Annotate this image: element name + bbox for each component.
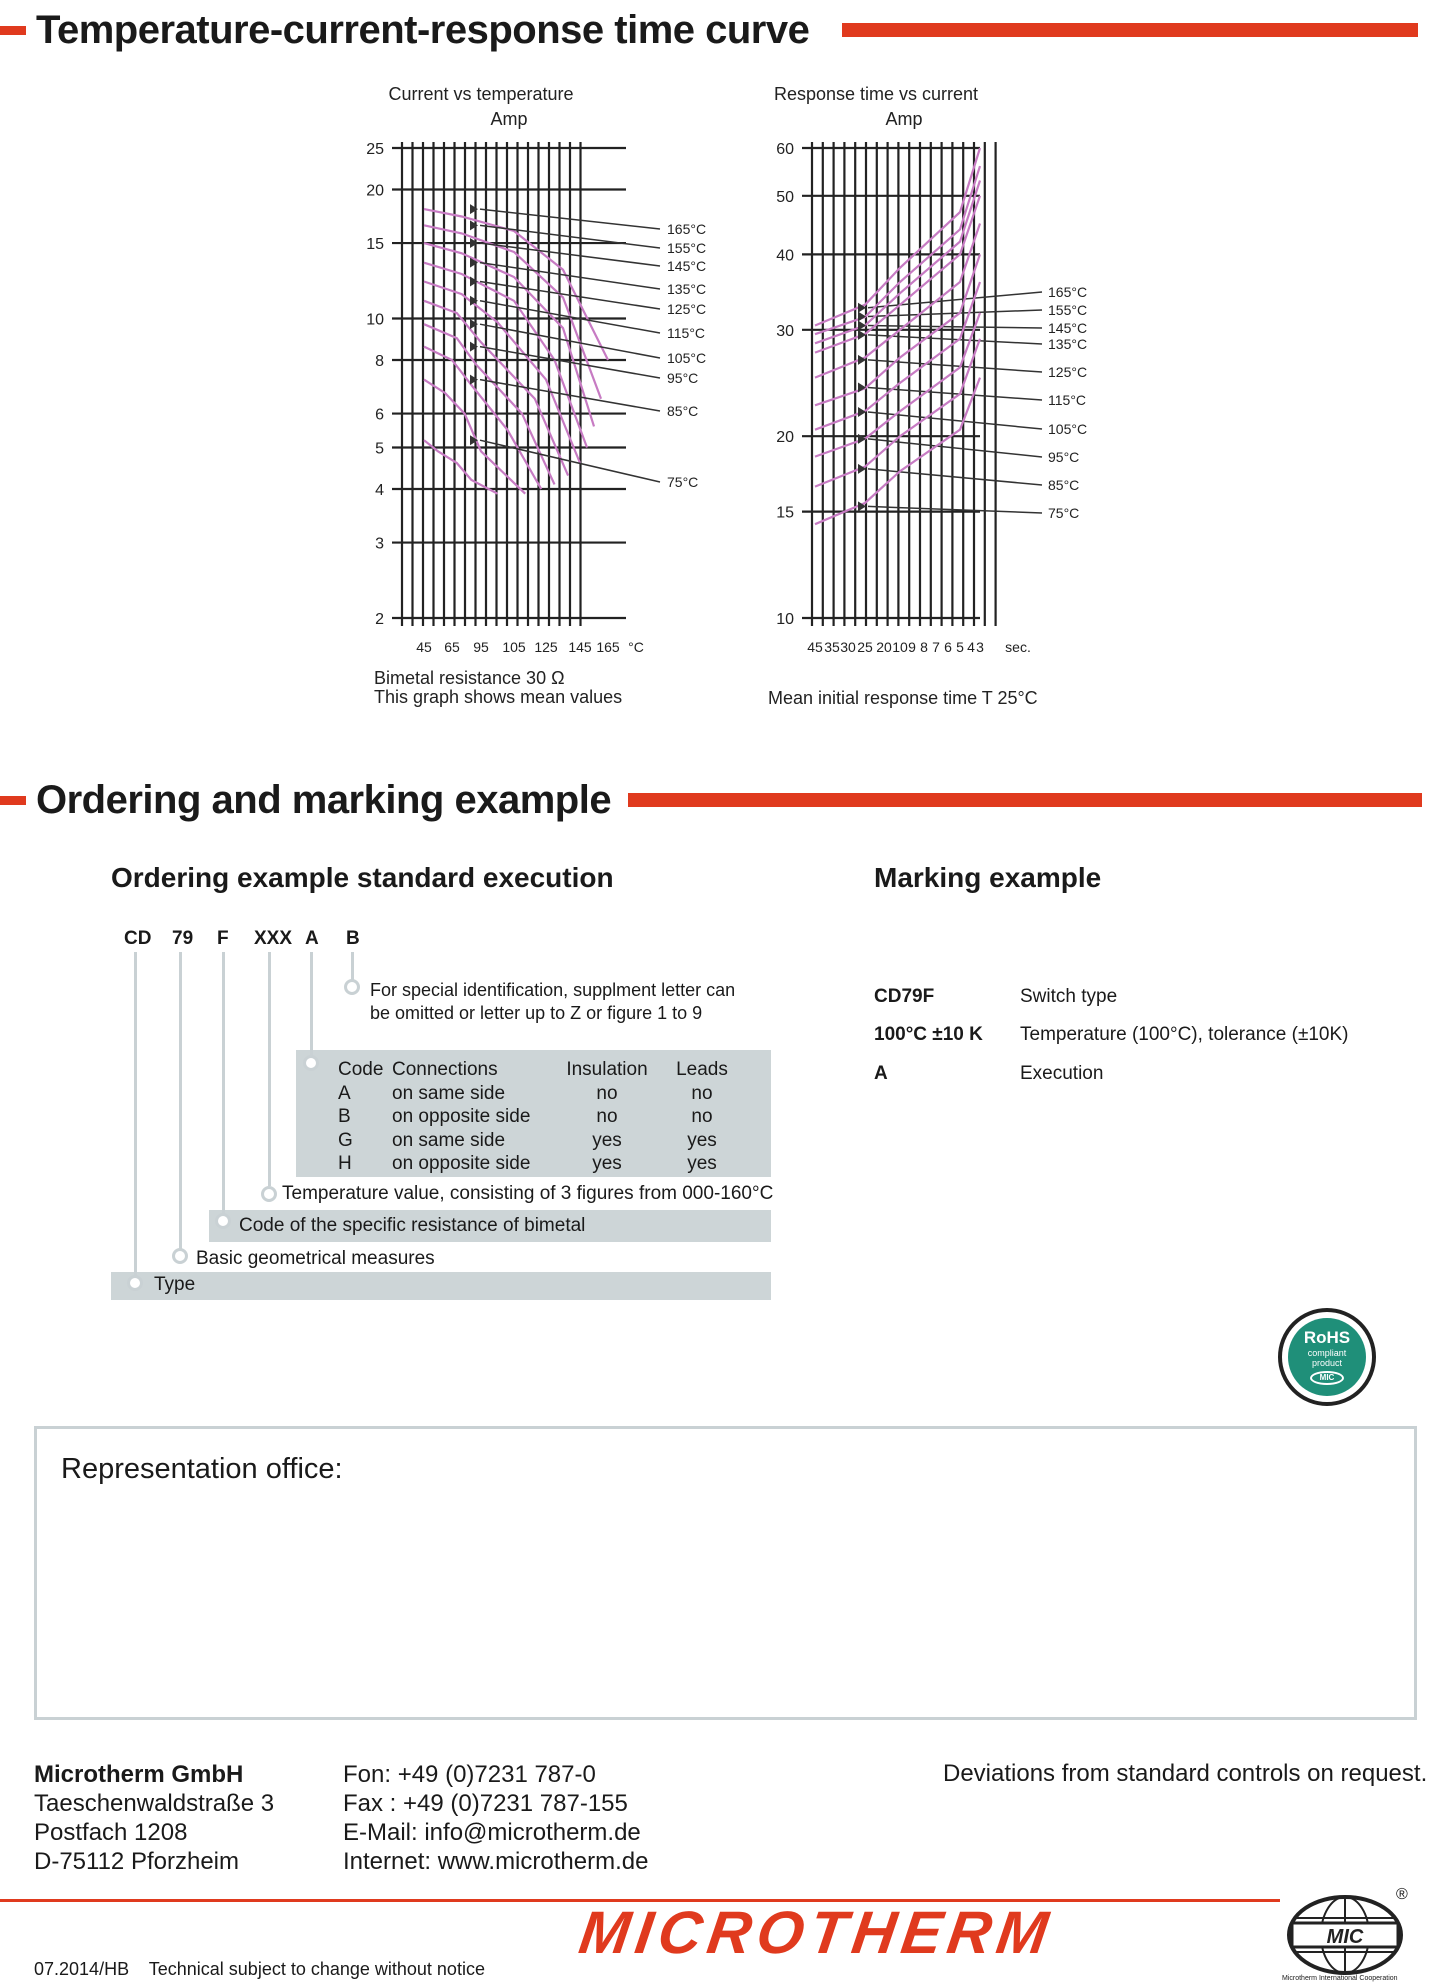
- marking-row: [874, 1024, 1349, 1046]
- x-tick-label: 3: [976, 639, 984, 655]
- table-cell: no: [596, 1106, 618, 1127]
- marking-value: Switch type: [1020, 986, 1118, 1007]
- x-tick-label: 125: [534, 639, 558, 655]
- marking-row: [874, 986, 1117, 1008]
- y-tick-label: 5: [375, 440, 384, 458]
- curve-marker: [470, 375, 478, 385]
- table-cell: on same side: [392, 1129, 506, 1151]
- y-tick-label: 10: [366, 311, 384, 329]
- revision-note: 07.2014/HB Technical subject to change without notice: [34, 1959, 485, 1979]
- microtherm-logo: MICROTHERM: [575, 1899, 1059, 1966]
- marking-key: A: [874, 1063, 888, 1084]
- tree-line-cd: [134, 952, 137, 1276]
- table-row: [338, 1105, 742, 1129]
- mic-logo-text: MIC: [1326, 1926, 1364, 1948]
- address-line: D-75112 Pforzheim: [34, 1848, 239, 1875]
- mic-subtitle: Microtherm International Cooperation: [1282, 1975, 1398, 1982]
- curve-marker: [470, 204, 478, 214]
- code-letter-b: B: [346, 928, 360, 949]
- table-header-connections: Connections: [392, 1059, 498, 1080]
- representation-office-label: Representation office:: [61, 1453, 343, 1485]
- table-header-insulation: Insulation: [566, 1059, 648, 1080]
- table-cell: yes: [687, 1153, 717, 1174]
- tree-line-xxx: [268, 952, 271, 1186]
- table-cell: on opposite side: [392, 1106, 531, 1127]
- y-tick-label: 8: [375, 353, 384, 371]
- x-tick-label: 65: [444, 639, 460, 655]
- marking-key: CD79F: [874, 986, 935, 1007]
- f-description: Code of the specific resistance of bimetal: [239, 1215, 586, 1236]
- marking-key: 100°C ±10 K: [874, 1024, 983, 1045]
- curve-label: 125°C: [1048, 364, 1088, 380]
- x-tick-label: 30: [840, 639, 856, 655]
- curve-marker: [858, 464, 866, 474]
- fax-line: Fax : +49 (0)7231 787-155: [343, 1790, 628, 1817]
- curve-label: 95°C: [667, 370, 699, 386]
- y-tick-label: 30: [776, 322, 794, 340]
- y-tick-label: 15: [776, 504, 794, 522]
- xxx-description: Temperature value, consisting of 3 figures from 000-160°C: [282, 1183, 774, 1204]
- registered-mark: ®: [1396, 1886, 1408, 1903]
- table-header-code: Code: [338, 1059, 384, 1080]
- charts-area: [0, 0, 1440, 720]
- chart-note: Bimetal resistance 30 Ω: [374, 668, 565, 688]
- y-unit-label: Amp: [885, 109, 923, 129]
- curve-label: 85°C: [1048, 477, 1080, 493]
- tree-line-b: [351, 952, 354, 980]
- address-line: Postfach 1208: [34, 1819, 188, 1846]
- table-cell: A: [338, 1082, 351, 1104]
- y-tick-label: 10: [776, 611, 794, 628]
- heading-red-rule: [628, 793, 1422, 807]
- marking-subtitle: Marking example: [874, 862, 1102, 893]
- tree-line-f: [222, 952, 225, 1218]
- curve-label: 115°C: [667, 325, 706, 341]
- y-tick-label: 25: [366, 141, 384, 158]
- code-letter-79: 79: [172, 928, 194, 949]
- chart-response-time-vs-current: [768, 84, 1087, 708]
- marking-value: Temperature (100°C), tolerance (±10K): [1020, 1024, 1349, 1045]
- table-cell: no: [596, 1082, 618, 1104]
- connections-table: [338, 1058, 742, 1176]
- y-tick-label: 3: [375, 535, 384, 553]
- tree-dot-a: [303, 1055, 319, 1071]
- curve-label: 75°C: [1048, 505, 1080, 521]
- curve-label: 125°C: [667, 301, 707, 317]
- curve-label: 75°C: [667, 474, 699, 490]
- curve-marker: [858, 311, 866, 321]
- curve-marker: [858, 407, 866, 417]
- chart-title: Current vs temperature: [388, 84, 574, 104]
- table-cell: G: [338, 1129, 353, 1151]
- curve-label: 145°C: [1048, 320, 1088, 336]
- curve-label: 105°C: [1048, 421, 1088, 437]
- rohs-badge: [1278, 1308, 1376, 1406]
- x-tick-label: 45: [807, 639, 823, 655]
- y-tick-label: 4: [375, 482, 384, 500]
- x-tick-label: 20: [876, 639, 892, 655]
- code-letter-xxx: XXX: [254, 928, 293, 949]
- table-cell: no: [691, 1082, 713, 1104]
- tree-dot-cd: [127, 1275, 143, 1291]
- curve-label: 155°C: [667, 240, 707, 256]
- email-link[interactable]: E-Mail: info@microtherm.de: [343, 1819, 641, 1846]
- company-name: Microtherm GmbH: [34, 1761, 244, 1788]
- address-line: Taeschenwaldstraße 3: [34, 1790, 275, 1817]
- y-tick-label: 40: [776, 247, 794, 265]
- website-link[interactable]: Internet: www.microtherm.de: [343, 1848, 649, 1875]
- x-tick-label: °C: [628, 639, 644, 655]
- y-tick-label: 2: [375, 611, 384, 628]
- table-cell: yes: [687, 1129, 717, 1151]
- section-title-curves: Temperature-current-response time curve: [36, 7, 810, 52]
- curve-marker: [858, 383, 866, 393]
- curve-marker: [470, 319, 478, 329]
- x-tick-label: 145: [568, 639, 592, 655]
- tree-line-79: [179, 952, 182, 1252]
- chart-title: Response time vs current: [773, 84, 979, 104]
- tree-dot-79: [172, 1248, 188, 1264]
- footer-contact-block: [343, 1760, 648, 1876]
- code-letter-f: F: [217, 928, 229, 949]
- x-tick-label: 10: [892, 639, 908, 655]
- x-tick-label: 45: [416, 639, 432, 655]
- curve-label: 135°C: [667, 281, 707, 297]
- curve-label: 165°C: [667, 221, 707, 237]
- rohs-label: RoHS: [1303, 1328, 1351, 1347]
- tree-dot-f: [215, 1213, 231, 1229]
- x-tick-label: 165: [596, 639, 620, 655]
- table-header-row: [338, 1058, 742, 1082]
- curve-marker: [858, 330, 866, 340]
- y-tick-label: 20: [366, 182, 384, 200]
- representation-office-box: [34, 1426, 1417, 1720]
- mic-globe-logo: [1284, 1894, 1406, 1976]
- ordering-subtitle: Ordering example standard execution: [111, 862, 614, 893]
- curve-label-leader: [868, 326, 1042, 328]
- x-tick-label: sec.: [1005, 639, 1031, 655]
- rohs-mic-logo: MIC: [1310, 1371, 1344, 1385]
- x-tick-label: 35: [824, 639, 840, 655]
- code-letter-cd: CD: [124, 928, 152, 949]
- table-cell: no: [691, 1106, 713, 1127]
- section-title-ordering: Ordering and marking example: [36, 777, 612, 822]
- curve-label: 85°C: [667, 403, 699, 419]
- deviations-note: Deviations from standard controls on request.: [943, 1760, 1428, 1787]
- x-tick-label: 7: [932, 639, 940, 655]
- 79-description: Basic geometrical measures: [196, 1248, 435, 1269]
- section-heading-ordering: [0, 778, 611, 822]
- y-unit-label: Amp: [490, 109, 528, 129]
- x-tick-label: 95: [473, 639, 489, 655]
- rohs-badge-inner: [1288, 1318, 1366, 1396]
- marking-value: Execution: [1020, 1063, 1104, 1084]
- table-row: [338, 1082, 742, 1106]
- rohs-product-label: product: [1311, 1358, 1343, 1368]
- tree-dot-b: [344, 979, 360, 995]
- chart-note: Mean initial response time T 25°C: [768, 688, 1038, 708]
- table-cell: yes: [592, 1129, 622, 1151]
- y-tick-label: 20: [776, 429, 794, 447]
- curve-label: 145°C: [667, 258, 707, 274]
- b-description-line1: For special identification, supplment letter can: [370, 980, 736, 1000]
- x-tick-label: 8: [920, 639, 928, 655]
- table-cell: on same side: [392, 1082, 506, 1104]
- curve-label: 115°C: [1048, 392, 1087, 408]
- table-cell: yes: [592, 1153, 622, 1174]
- x-tick-label: 5: [956, 639, 964, 655]
- rohs-compliant-label: compliant: [1307, 1348, 1347, 1358]
- y-tick-label: 60: [776, 141, 794, 158]
- curve-label: 95°C: [1048, 449, 1080, 465]
- x-tick-label: 9: [908, 639, 916, 655]
- curve-marker: [470, 277, 478, 287]
- curve-label: 135°C: [1048, 336, 1088, 352]
- phone-line: Fon: +49 (0)7231 787-0: [343, 1761, 596, 1788]
- table-header-leads: Leads: [676, 1059, 728, 1080]
- y-tick-label: 15: [366, 236, 384, 254]
- x-tick-label: 105: [502, 639, 526, 655]
- type-box: [111, 1272, 771, 1300]
- x-tick-label: 6: [944, 639, 952, 655]
- code-letter-a: A: [305, 928, 319, 949]
- chart-note: This graph shows mean values: [374, 687, 623, 707]
- x-tick-label: 4: [967, 639, 975, 655]
- y-tick-label: 50: [776, 188, 794, 206]
- curve-label: 155°C: [1048, 302, 1088, 318]
- y-tick-label: 6: [375, 406, 384, 424]
- table-cell: B: [338, 1106, 351, 1127]
- x-tick-label: 25: [857, 639, 873, 655]
- b-description-line2: be omitted or letter up to Z or figure 1 to 9: [370, 1003, 703, 1023]
- heading-accent-bar: [0, 796, 26, 805]
- table-cell: on opposite side: [392, 1153, 531, 1174]
- cd-description: Type: [154, 1274, 196, 1295]
- tree-dot-xxx: [261, 1186, 277, 1202]
- tree-line-a: [310, 952, 313, 1058]
- curve-label: 165°C: [1048, 284, 1088, 300]
- footer-company-block: [34, 1760, 274, 1876]
- curve-label: 105°C: [667, 350, 707, 366]
- table-cell: H: [338, 1153, 352, 1174]
- chart-current-vs-temperature: [366, 84, 706, 707]
- curve-marker: [470, 342, 478, 352]
- marking-row: [874, 1063, 1103, 1085]
- table-row: [338, 1129, 742, 1153]
- table-row: [338, 1152, 742, 1176]
